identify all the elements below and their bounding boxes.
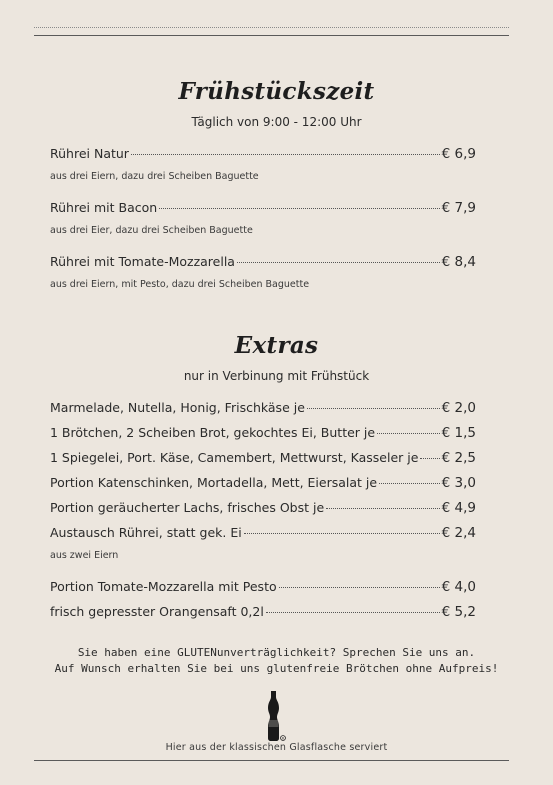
menu-item (50, 579, 476, 595)
item-description: aus zwei Eiern (50, 550, 119, 561)
dot-leader (326, 508, 439, 509)
item-name: 1 Brötchen, 2 Scheiben Brot, gekochtes Ei, Butter je (50, 425, 376, 440)
dot-leader (159, 208, 439, 209)
item-name: frisch gepresster Orangensaft 0,2l (50, 604, 264, 619)
footer-note: Hier aus der klassischen Glasflasche serviert (165, 742, 388, 753)
item-price: € 7,9 (441, 200, 476, 216)
dot-leader (279, 587, 440, 588)
menu-item (50, 500, 476, 516)
item-price: € 4,9 (441, 500, 476, 516)
menu-item (50, 425, 476, 441)
item-name: Rührei mit Tomate-Mozzarella (50, 254, 235, 269)
dot-leader (266, 612, 440, 613)
svg-text:R: R (281, 736, 285, 741)
menu-item (50, 525, 476, 541)
item-price: € 3,0 (441, 475, 476, 491)
gluten-note-line1: Sie haben eine GLUTENunverträglichkeit? Sprechen Sie uns an. (77, 646, 476, 659)
item-description: aus drei Eier, dazu drei Scheiben Baguette (50, 225, 253, 236)
dot-leader (307, 408, 440, 409)
item-price: € 5,2 (441, 604, 476, 620)
item-name: Portion Katenschinken, Mortadella, Mett, Eiersalat je (50, 475, 378, 490)
gluten-note-line2: Auf Wunsch erhalten Sie bei uns glutenfreie Brötchen ohne Aufpreis! (54, 662, 499, 675)
item-name: Rührei mit Bacon (50, 200, 158, 215)
dot-leader (244, 533, 440, 534)
item-price: € 8,4 (441, 254, 476, 270)
section-title-extras: Extras (234, 332, 319, 359)
dot-leader (237, 262, 440, 263)
menu-item (50, 400, 476, 416)
bottom-divider (34, 760, 509, 761)
item-price: € 4,0 (441, 579, 476, 595)
item-description: aus drei Eiern, dazu drei Scheiben Baguette (50, 171, 259, 182)
item-name: 1 Spiegelei, Port. Käse, Camembert, Mettwurst, Kasseler je (50, 450, 419, 465)
section-subtitle-breakfast: Täglich von 9:00 - 12:00 Uhr (191, 115, 362, 129)
menu-item (50, 450, 476, 466)
coca-cola-bottle-icon (262, 690, 286, 742)
item-name: Marmelade, Nutella, Honig, Frischkäse je (50, 400, 305, 415)
item-price: € 2,0 (441, 400, 476, 416)
menu-item (50, 475, 476, 491)
menu-item (50, 146, 476, 162)
dot-leader (131, 154, 440, 155)
item-price: € 6,9 (441, 146, 476, 162)
top-dotted-divider (34, 27, 509, 28)
dot-leader (379, 483, 440, 484)
item-price: € 2,4 (441, 525, 476, 541)
item-name: Rührei Natur (50, 146, 129, 161)
section-title-breakfast: Frühstückszeit (178, 78, 375, 105)
top-divider (34, 35, 509, 36)
item-description: aus drei Eiern, mit Pesto, dazu drei Scheiben Baguette (50, 279, 310, 290)
item-name: Austausch Rührei, statt gek. Ei (50, 525, 242, 540)
item-price: € 1,5 (441, 425, 476, 441)
dot-leader (377, 433, 440, 434)
menu-item (50, 200, 476, 216)
item-price: € 2,5 (441, 450, 476, 466)
item-name: Portion Tomate-Mozzarella mit Pesto (50, 579, 277, 594)
menu-item (50, 604, 476, 620)
section-subtitle-extras: nur in Verbinung mit Frühstück (183, 369, 370, 383)
dot-leader (420, 458, 439, 459)
item-name: Portion geräucherter Lachs, frisches Obst je (50, 500, 325, 515)
menu-item (50, 254, 476, 270)
